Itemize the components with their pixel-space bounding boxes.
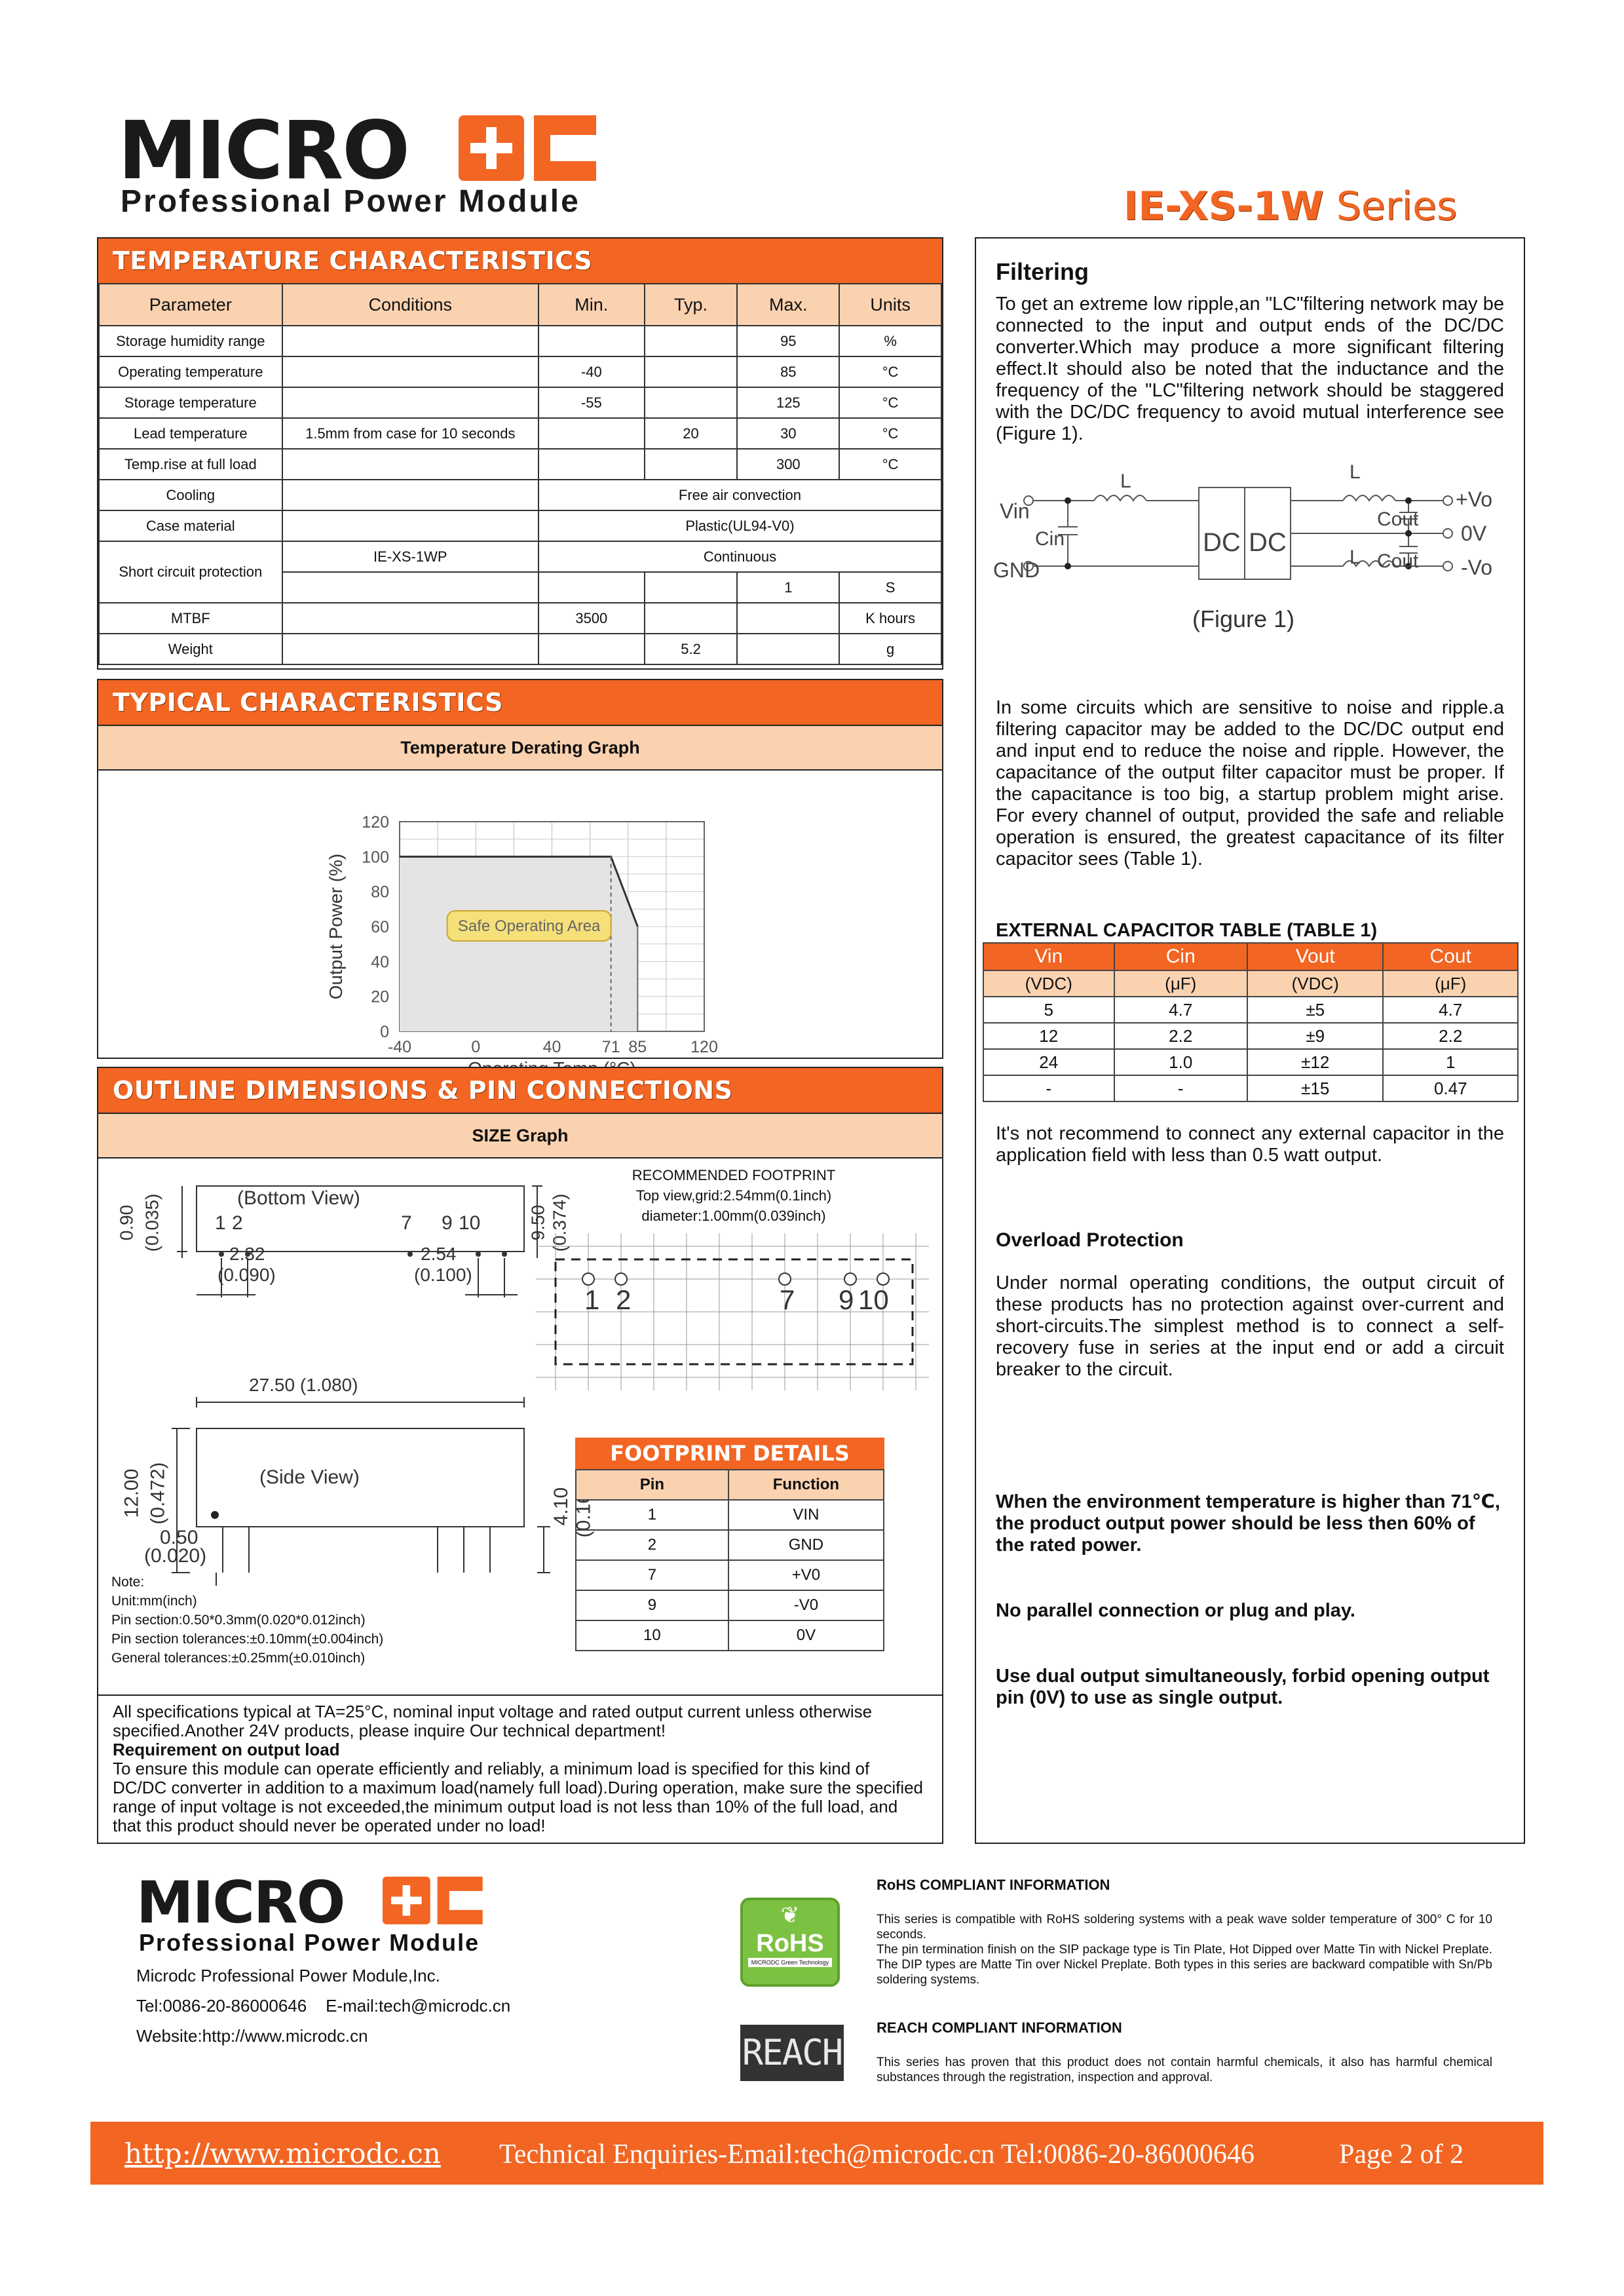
fig-vo-pos: +Vo [1456, 488, 1493, 511]
dim-0-472: (0.472) [147, 1462, 169, 1525]
table-row: Operating temperature -40 85 °C [99, 356, 941, 387]
recommended-footprint-grid [536, 1233, 929, 1404]
outline-heading: OUTLINE DIMENSIONS & PIN CONNECTIONS [98, 1068, 942, 1113]
filtering-paragraph-1: To get an extreme low ripple,an "LC"filtering network may be connected to the input and output ends of the DC/DC converter.Which may produce a more significant filtering effect.It should also be noted that the inductance and the frequency of the "LC"filtering network should be staggered with the DC/DC frequency to avoid mutual interference see (Figure 1). [996, 294, 1504, 444]
bottom-logo: MICRO Professional Power Module [136, 1874, 503, 1953]
table-row: Case material Plastic(UL94-V0) [99, 510, 941, 541]
table-row: Short circuit protection IE-XS-1WP Continuous [99, 541, 941, 572]
req-body: To ensure this module can operate efficiently and reliably, a minimum load is specified for this kind of DC/DC converter in addition to a maximum load(namely full load).During operation, make sure the specified range of input voltage is not exceeded,the minimum output load is not less than 10% of the full load, and that this product should never be operated under no load! [113, 1759, 924, 1835]
company-website: Website:http://www.microdc.cn [136, 2026, 368, 2046]
pin-2: 2 [232, 1212, 243, 1234]
y-tick-label: 80 [371, 883, 389, 902]
table-row: 9 -V0 [576, 1590, 884, 1620]
side-view-label: (Side View) [259, 1466, 360, 1488]
pin-7: 7 [401, 1212, 412, 1234]
dim-4-10: 4.10 [550, 1487, 573, 1526]
pin-1: 1 [215, 1212, 226, 1234]
x-tick-label: -40 [387, 1038, 412, 1056]
pin-9: 9 [442, 1212, 453, 1234]
table-row: 24 1.0 ±12 1 [983, 1049, 1518, 1075]
table-row: 1 VIN [576, 1500, 884, 1530]
capacitor-table [983, 942, 1519, 1102]
filtering-title: Filtering [996, 258, 1089, 285]
cap-note: It's not recommend to connect any external capacitor in the application field with less than 0.5 watt output. [996, 1123, 1504, 1166]
table-row: 2 GND [576, 1530, 884, 1560]
brand-tagline: Professional Power Module [121, 184, 580, 219]
temperature-heading: TEMPERATURE CHARACTERISTICS [98, 239, 942, 283]
x-tick-label: 0 [471, 1038, 481, 1056]
dim-0-90: 0.90 [116, 1204, 137, 1241]
col-min: Min. [538, 284, 645, 326]
table-row: 10 0V [576, 1620, 884, 1651]
fig-cin: Cin [1035, 528, 1065, 550]
dim-2-32: 2.32 [229, 1244, 265, 1264]
rohs-info: RoHS COMPLIANT INFORMATION This series is compatible with RoHS soldering systems with a peak wave solder temperature of 300° C for 10 seconds. The pin termination finish on the SIP package type is Tin Plate, Hot Dipped over Matte Tin with Nickel Preplate. The DIP types are Matte Tin over Nickel Preplate. Both types in this series are backward compatible with Sn/Pb soldering systems. [877, 1877, 1492, 1987]
footer-enquiry: Technical Enquiries-Email:tech@microdc.cn Tel:0086-20-86000646 [499, 2139, 1255, 2170]
x-tick-label: 40 [542, 1038, 561, 1056]
dim-0-50: 0.50 [160, 1527, 198, 1548]
dim-0-100: (0.100) [414, 1265, 472, 1285]
table-row: MTBF 3500 K hours [99, 603, 941, 634]
filter-circuit-figure [989, 461, 1513, 671]
fig-l2: L [1350, 461, 1361, 483]
derating-graph-title: Temperature Derating Graph [98, 725, 942, 771]
table-row: 12 2.2 ±9 2.2 [983, 1023, 1518, 1049]
col-conditions: Conditions [282, 284, 538, 326]
overload-title: Overload Protection [996, 1229, 1184, 1251]
fig-cout-2: Cout [1377, 550, 1419, 572]
temperature-section [97, 237, 943, 670]
fp-pin-1: 1 [584, 1284, 600, 1315]
table-row: Weight 5.2 g [99, 634, 941, 664]
y-axis-label: Output Power (%) [326, 853, 346, 1000]
figure-caption: (Figure 1) [1192, 605, 1295, 632]
col-units: Units [839, 284, 941, 326]
size-graph-title: SIZE Graph [98, 1113, 942, 1158]
dim-12-00: 12.00 [121, 1468, 143, 1518]
warning-temperature: When the environment temperature is higher than 71℃, the product output power should be less then 60% of the rated power. [996, 1491, 1500, 1556]
y-tick-label: 20 [371, 987, 389, 1006]
safe-area-label: Safe Operating Area [457, 917, 601, 935]
temperature-table [98, 283, 942, 665]
rohs-text: This series is compatible with RoHS soldering systems with a peak wave solder temperature of 300° C for 10 seconds. The pin termination finish on the SIP package type is Tin Plate, Hot Dipped over Matte Tin with Nickel Preplate. The DIP types are Matte Tin over Nickel Preplate. Both types in this series are backward compatible with Sn/Pb soldering systems. [877, 1913, 1492, 1987]
rohs-badge: ❦ RoHS MICRODC Green Technology [740, 1898, 840, 1987]
fig-cout-1: Cout [1377, 508, 1419, 530]
fp-pin-2: 2 [616, 1284, 632, 1315]
reach-info: REACH COMPLIANT INFORMATION This series has proven that this product does not contain harmful chemicals, it also has harmful chemical substances through the registration, inspection and approval. [877, 2019, 1492, 2084]
cap-table-title: EXTERNAL CAPACITOR TABLE (TABLE 1) [996, 920, 1378, 941]
outline-section [97, 1067, 943, 1696]
table-units-row: (VDC) (μF) (VDC) (μF) [983, 970, 1518, 997]
req-title: Requirement on output load [113, 1740, 340, 1759]
fig-vo-zero: 0V [1461, 522, 1487, 545]
y-tick-label: 100 [362, 848, 389, 867]
y-tick-label: 40 [371, 953, 389, 972]
company-name: Microdc Professional Power Module,Inc. [136, 1966, 440, 1985]
fp-pin-9: 9 [839, 1284, 854, 1315]
brand-logo [118, 104, 603, 219]
dim-0-020: (0.020) [144, 1545, 207, 1567]
table-row: - - ±15 0.47 [983, 1075, 1518, 1101]
footprint-details-heading: FOOTPRINT DETAILS [575, 1438, 884, 1469]
fig-dc-1: DC [1203, 528, 1241, 557]
col-parameter: Parameter [99, 284, 282, 326]
dim-0-161: (0.161) [573, 1475, 595, 1538]
dim-0-374: (0.374) [549, 1193, 570, 1252]
bottom-logo-mark-icon [383, 1877, 487, 1929]
reach-badge: REACH [740, 2025, 844, 2081]
warning-parallel: No parallel connection or plug and play. [996, 1600, 1355, 1621]
warning-dual-output: Use dual output simultaneously, forbid opening output pin (0V) to use as single output. [996, 1666, 1490, 1708]
fp-pin-7: 7 [780, 1284, 795, 1315]
x-tick-label: 71 [601, 1038, 620, 1056]
dim-2-54: 2.54 [421, 1244, 457, 1264]
table-header-row [99, 284, 941, 326]
fig-vin: Vin [1000, 499, 1030, 523]
table-row: 1 S [99, 572, 941, 603]
typical-section [97, 679, 943, 1059]
recommended-footprint-text: RECOMMENDED FOOTPRINT Top view,grid:2.54mm(0.1inch) diameter:1.00mm(0.039inch) [632, 1167, 836, 1224]
table-row: Storage temperature -55 125 °C [99, 387, 941, 418]
fig-l3: L [1350, 546, 1361, 568]
col-typ: Typ. [645, 284, 738, 326]
table-row: Temp.rise at full load 300 °C [99, 449, 941, 480]
series-title: IE-XS-1W Series [1124, 183, 1458, 229]
fig-dc-2: DC [1249, 528, 1287, 557]
bottom-tagline: Professional Power Module [139, 1929, 480, 1956]
outline-notes: Note: Unit:mm(inch) Pin section:0.50*0.3mm(0.020*0.012inch) Pin section tolerances:±0.10mm(±0.004inch) General tolerances:±0.25mm(±0.010inch) [111, 1575, 384, 1666]
general-notes [97, 1696, 943, 1844]
y-tick-label: 60 [371, 918, 389, 936]
company-contact: Tel:0086-20-86000646 E-mail:tech@microdc.cn [136, 1996, 511, 2016]
filtering-paragraph-2: In some circuits which are sensitive to noise and ripple.a filtering capacitor may be added to the DC/DC output end and input end to reduce the noise and ripple. However, the capacitance of the output filter capacitor must be proper. If the capacitance is too big, a startup problem might arise. For every channel of output, provided the safe and reliable operation is ensured, the greatest capacitance of its filter capacitor sees (Table 1). [996, 697, 1504, 870]
footer-url-link[interactable]: http://www.microdc.cn [124, 2137, 441, 2170]
footer-bar [90, 2122, 1543, 2185]
dim-9-50: 9.50 [527, 1204, 548, 1241]
col-max: Max. [737, 284, 839, 326]
footprint-details-table: Pin Function 1 VIN 2 GND 7 +V0 9 -V0 10 0V [575, 1469, 884, 1651]
right-column [975, 237, 1525, 1844]
dim-27-50: 27.50 (1.080) [249, 1375, 358, 1395]
leaf-icon: ❦ [780, 1903, 800, 1928]
table-row: 5 4.7 ±5 4.7 [983, 997, 1518, 1023]
x-tick-label: 120 [690, 1038, 718, 1056]
overload-body: Under normal operating conditions, the output circuit of these products has no protection against over-current and short-circuits.The simplest method is to connect a self-recovery fuse in series at the input end or add a circuit breaker to the circuit. [996, 1272, 1504, 1380]
fig-gnd: GND [993, 558, 1040, 582]
fig-l1: L [1120, 470, 1131, 492]
company-info [136, 1961, 510, 2051]
reach-text: This series has proven that this product does not contain harmful chemicals, it also has harmful chemical substances through the registration, inspection and approval. [877, 2056, 1492, 2084]
table-row: 7 +V0 [576, 1560, 884, 1590]
pin-10: 10 [459, 1212, 481, 1234]
fig-vo-neg: -Vo [1461, 556, 1493, 579]
table-row: Cooling Free air convection [99, 480, 941, 510]
dim-0-090: (0.090) [217, 1265, 276, 1285]
y-tick-label: 120 [362, 813, 389, 832]
footer-page-number: Page 2 of 2 [1339, 2139, 1464, 2170]
table-row: Lead temperature 1.5mm from case for 10 seconds 20 30 °C [99, 418, 941, 449]
table-header-row: Vin Cin Vout Cout [983, 943, 1518, 970]
derating-chart [98, 771, 942, 1059]
bottom-view-label: (Bottom View) [237, 1187, 360, 1209]
table-row: Storage humidity range 95 % [99, 326, 941, 356]
fp-pin-10: 10 [858, 1284, 889, 1315]
x-tick-label: 85 [628, 1038, 647, 1056]
general-spec-text: All specifications typical at TA=25°C, nominal input voltage and rated output current unless otherwise specified.Another 24V products, please inquire Our technical department! [113, 1702, 873, 1740]
logo-mark-icon [459, 115, 603, 187]
typical-heading: TYPICAL CHARACTERISTICS [98, 680, 942, 725]
safe-area-fill [400, 856, 637, 1031]
logo-text: MICRO [118, 104, 409, 197]
y-tick-label: 0 [380, 1023, 389, 1041]
dim-0-035: (0.035) [142, 1193, 162, 1252]
